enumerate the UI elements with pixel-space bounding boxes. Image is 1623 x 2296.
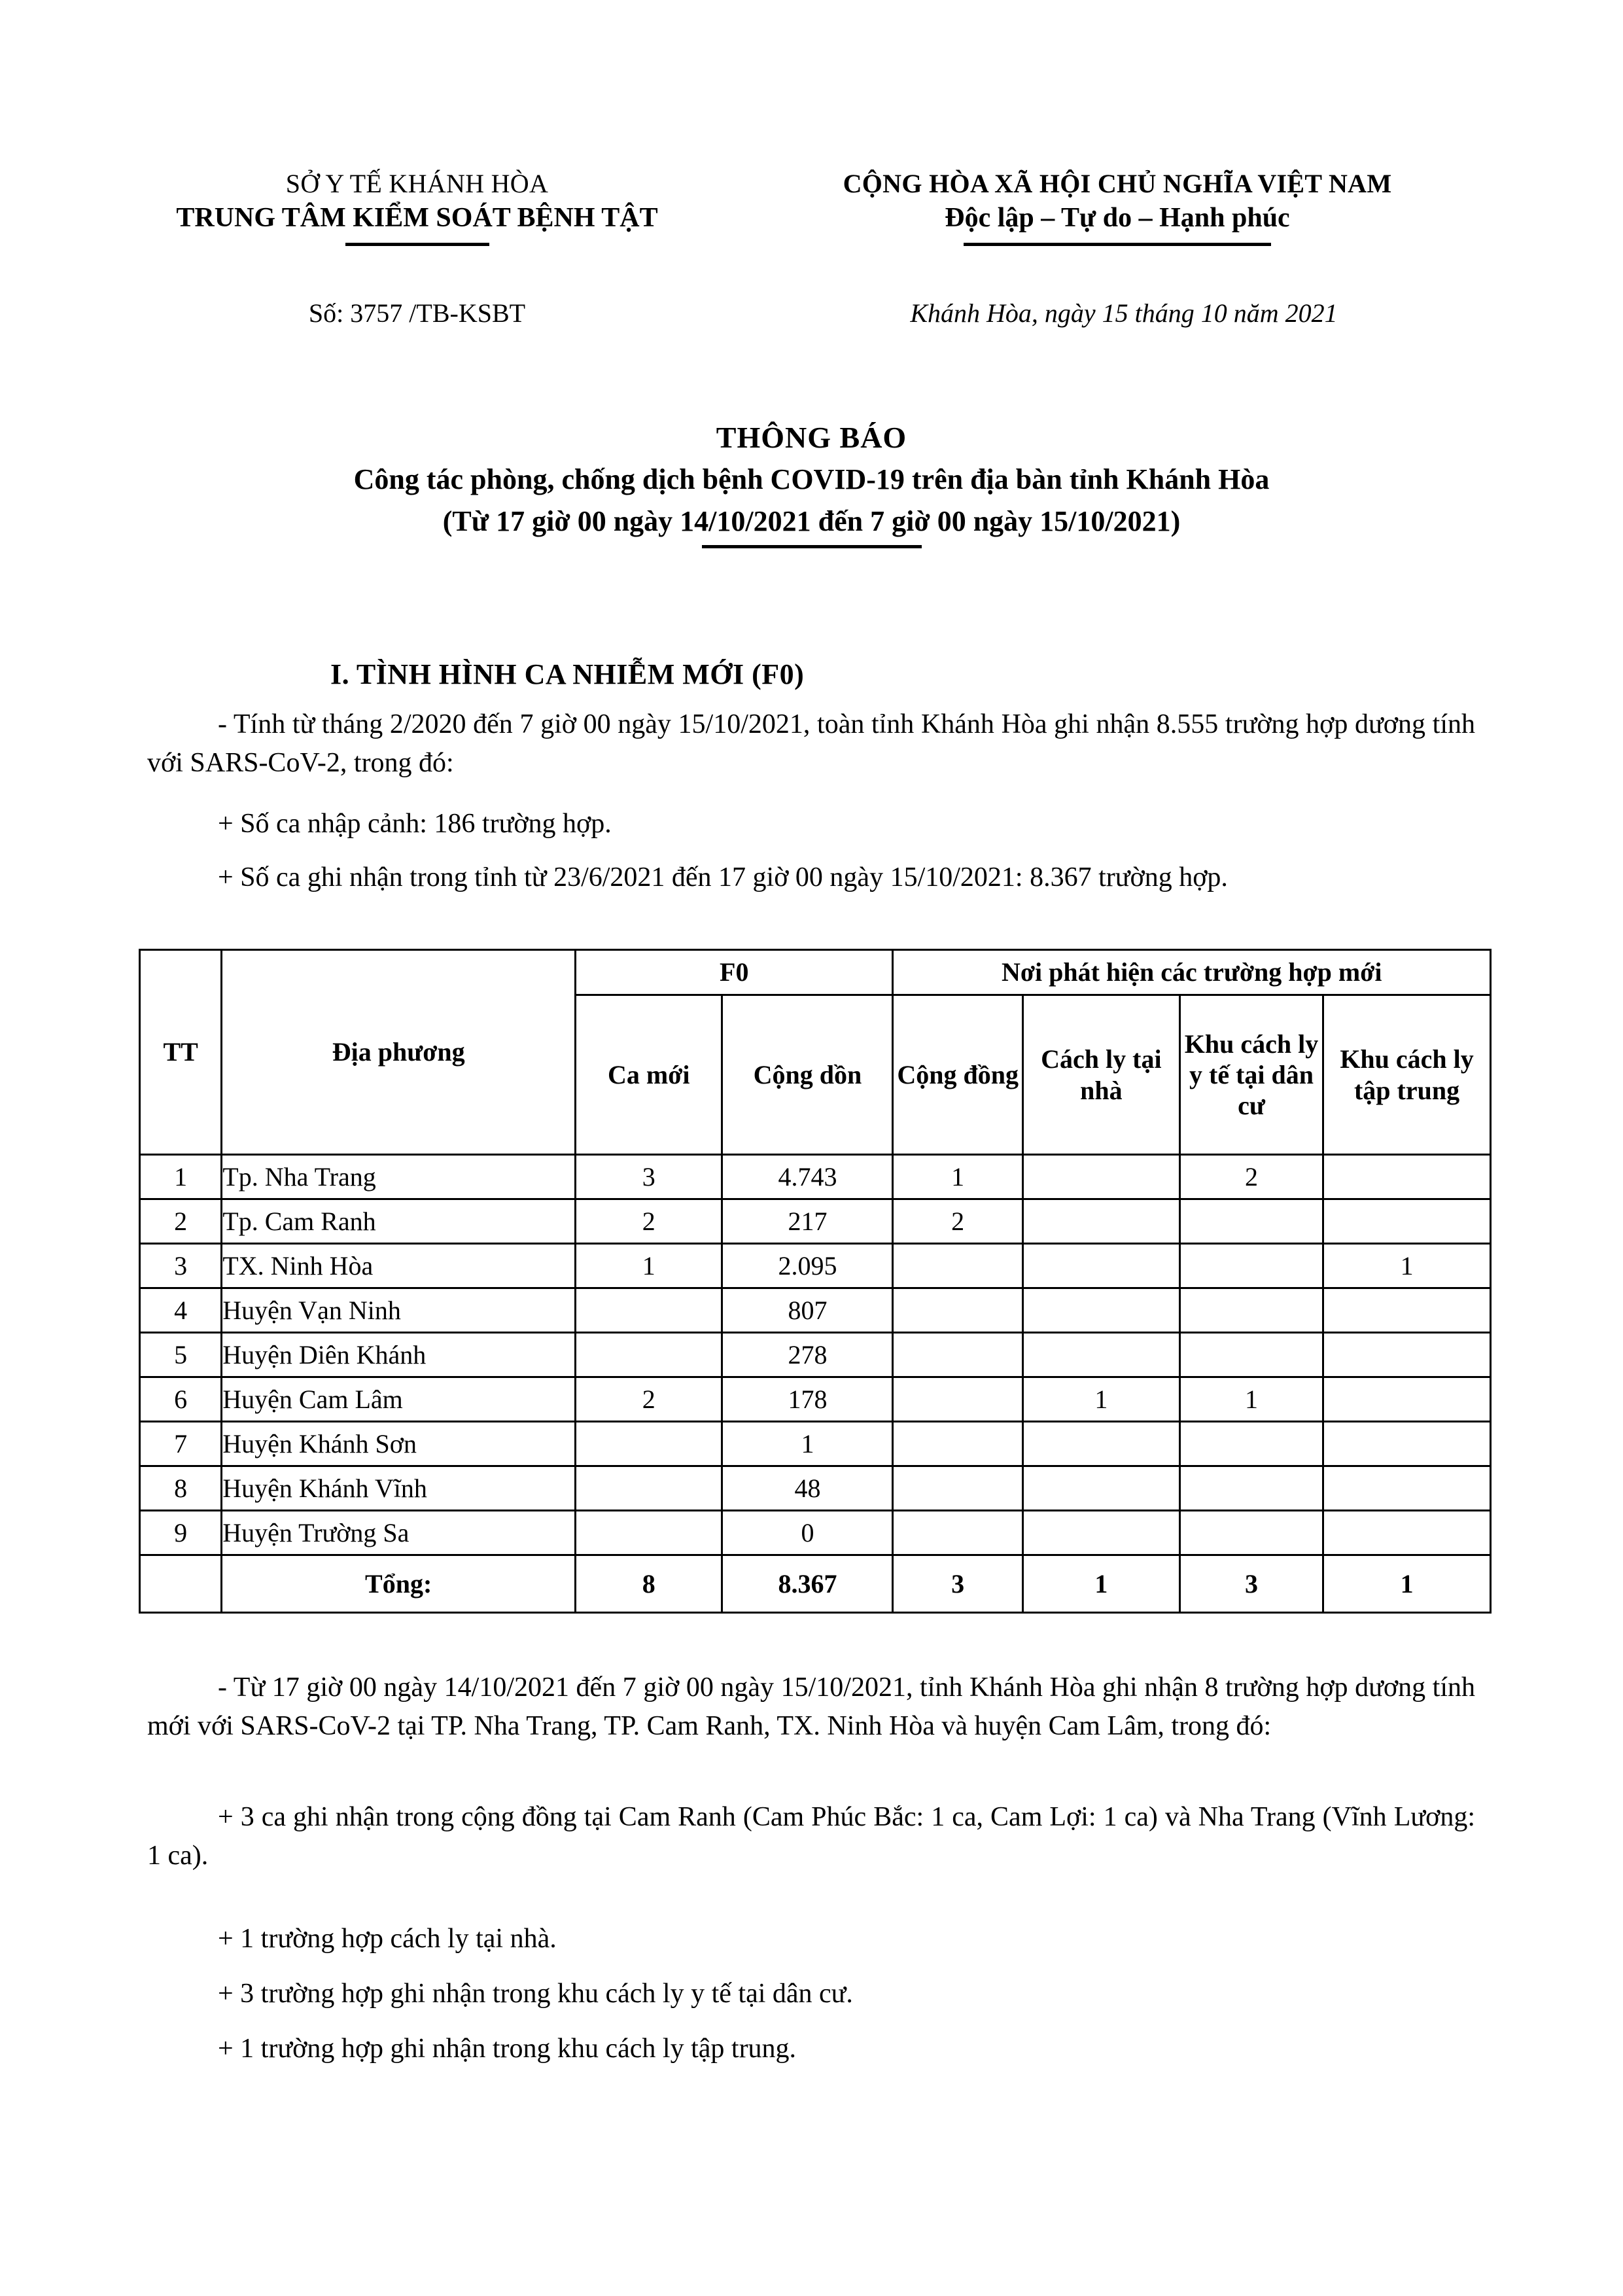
cell-locality: Huyện Khánh Sơn <box>222 1422 576 1466</box>
table-total-row <box>140 1555 1491 1613</box>
table-row <box>140 1244 1491 1288</box>
header-right-rule <box>964 243 1271 246</box>
paragraph-intro <box>147 705 1475 783</box>
covid-statistics-table <box>139 949 1492 1614</box>
cell-locality: Huyện Vạn Ninh <box>222 1288 576 1333</box>
total-central-zone: 1 <box>1323 1555 1491 1613</box>
cell-community <box>893 1466 1022 1511</box>
cell-tt: 7 <box>140 1422 222 1466</box>
cell-home-quarantine <box>1022 1422 1179 1466</box>
paragraph-after-1-text: - Từ 17 giờ 00 ngày 14/10/2021 đến 7 giờ 00 ngày 15/10/2021, tỉnh Khánh Hòa ghi nhận 8 trường hợp dương tính mới với SARS-CoV-2 tại TP. Nha Trang, TP. Cam Ranh, TX. Ninh Hòa và huyện Cam Lâm, trong đó: <box>147 1672 1475 1741</box>
th-group-detection-place: Nơi phát hiện các trường hợp mới <box>893 950 1491 995</box>
document-meta <box>0 298 1623 328</box>
cell-home-quarantine <box>1022 1466 1179 1511</box>
cell-tt: 8 <box>140 1466 222 1511</box>
cell-locality: Huyện Khánh Vĩnh <box>222 1466 576 1511</box>
paragraph-after-5-text: + 1 trường hợp ghi nhận trong khu cách ly tập trung. <box>218 2034 797 2064</box>
cell-central-zone <box>1323 1155 1491 1199</box>
cell-medical-zone <box>1179 1422 1323 1466</box>
cell-locality: Tp. Cam Ranh <box>222 1199 576 1244</box>
cell-home-quarantine: 1 <box>1022 1377 1179 1422</box>
th-cumulative: Cộng dồn <box>722 995 893 1155</box>
cell-medical-zone: 2 <box>1179 1155 1323 1199</box>
title-subtitle-line2: (Từ 17 giờ 00 ngày 14/10/2021 đến 7 giờ 00 ngày 15/10/2021) <box>442 504 1181 537</box>
cell-home-quarantine <box>1022 1155 1179 1199</box>
cell-locality: Huyện Cam Lâm <box>222 1377 576 1422</box>
cell-medical-zone <box>1179 1466 1323 1511</box>
cell-community <box>893 1244 1022 1288</box>
paragraph-after-5 <box>147 2030 1475 2068</box>
covid-statistics-table-wrapper <box>139 949 1492 1614</box>
cell-new-cases <box>576 1422 722 1466</box>
table-header <box>140 950 1491 1155</box>
table-row <box>140 1511 1491 1555</box>
th-group-f0: F0 <box>576 950 893 995</box>
th-central-zone: Khu cách ly tập trung <box>1323 995 1491 1155</box>
cell-cumulative: 1 <box>722 1422 893 1466</box>
cell-new-cases: 1 <box>576 1244 722 1288</box>
cell-community: 1 <box>893 1155 1022 1199</box>
paragraph-after-3 <box>147 1920 1475 1958</box>
cell-community <box>893 1511 1022 1555</box>
cell-cumulative: 178 <box>722 1377 893 1422</box>
cell-home-quarantine <box>1022 1511 1179 1555</box>
cell-locality: Huyện Trường Sa <box>222 1511 576 1555</box>
header-left-rule <box>345 243 489 246</box>
cell-central-zone <box>1323 1466 1491 1511</box>
paragraph-bullet-2 <box>147 858 1475 897</box>
cell-central-zone: 1 <box>1323 1244 1491 1288</box>
total-empty-cell <box>140 1555 222 1613</box>
cell-community <box>893 1377 1022 1422</box>
th-community: Cộng đồng <box>893 995 1022 1155</box>
total-label: Tổng: <box>222 1555 576 1613</box>
cell-medical-zone <box>1179 1511 1323 1555</box>
cell-new-cases: 2 <box>576 1199 722 1244</box>
cell-cumulative: 2.095 <box>722 1244 893 1288</box>
document-title-block <box>0 419 1623 548</box>
cell-new-cases <box>576 1288 722 1333</box>
table-row <box>140 1333 1491 1377</box>
cell-home-quarantine <box>1022 1244 1179 1288</box>
cell-locality: Tp. Nha Trang <box>222 1155 576 1199</box>
cell-cumulative: 278 <box>722 1333 893 1377</box>
th-home-quarantine: Cách ly tại nhà <box>1022 995 1179 1155</box>
th-tt: TT <box>140 950 222 1155</box>
paragraph-after-3-text: + 1 trường hợp cách ly tại nhà. <box>218 1924 557 1954</box>
paragraph-after-4-text: + 3 trường hợp ghi nhận trong khu cách ly y tế tại dân cư. <box>218 1979 853 2009</box>
place-and-date: Khánh Hòa, ngày 15 tháng 10 năm 2021 <box>910 298 1338 328</box>
paragraph-bullet-1 <box>147 805 1475 843</box>
cell-central-zone <box>1323 1377 1491 1422</box>
cell-tt: 9 <box>140 1511 222 1555</box>
cell-medical-zone <box>1179 1199 1323 1244</box>
total-new-cases: 8 <box>576 1555 722 1613</box>
cell-tt: 4 <box>140 1288 222 1333</box>
total-cumulative: 8.367 <box>722 1555 893 1613</box>
table-row <box>140 1199 1491 1244</box>
cell-community <box>893 1422 1022 1466</box>
document-number: Số: 3757 /TB-KSBT <box>308 298 526 328</box>
cell-home-quarantine <box>1022 1199 1179 1244</box>
cell-central-zone <box>1323 1199 1491 1244</box>
cell-cumulative: 0 <box>722 1511 893 1555</box>
center-name: TRUNG TÂM KIỂM SOÁT BỆNH TẬT <box>176 203 658 234</box>
table-header-group-row <box>140 950 1491 995</box>
paragraph-after-2-text: + 3 ca ghi nhận trong cộng đồng tại Cam Ranh (Cam Phúc Bắc: 1 ca, Cam Lợi: 1 ca) và Nha Trang (Vĩnh Lương: 1 ca). <box>147 1802 1475 1871</box>
table-row <box>140 1466 1491 1511</box>
cell-locality: Huyện Diên Khánh <box>222 1333 576 1377</box>
cell-new-cases: 2 <box>576 1377 722 1422</box>
th-locality: Địa phương <box>222 950 576 1155</box>
th-new-cases: Ca mới <box>576 995 722 1155</box>
title-underline-rule <box>702 545 922 548</box>
national-motto: Độc lập – Tự do – Hạnh phúc <box>945 203 1290 234</box>
cell-new-cases <box>576 1466 722 1511</box>
table-body <box>140 1155 1491 1555</box>
cell-new-cases: 3 <box>576 1155 722 1199</box>
total-community: 3 <box>893 1555 1022 1613</box>
total-medical-zone: 3 <box>1179 1555 1323 1613</box>
cell-medical-zone: 1 <box>1179 1377 1323 1422</box>
table-row <box>140 1288 1491 1333</box>
th-medical-zone: Khu cách ly y tế tại dân cư <box>1179 995 1323 1155</box>
cell-cumulative: 48 <box>722 1466 893 1511</box>
cell-cumulative: 217 <box>722 1199 893 1244</box>
cell-cumulative: 4.743 <box>722 1155 893 1199</box>
header-left-organization <box>0 167 723 246</box>
national-title: CỘNG HÒA XÃ HỘI CHỦ NGHĨA VIỆT NAM <box>843 169 1392 198</box>
cell-central-zone <box>1323 1288 1491 1333</box>
table-row <box>140 1377 1491 1422</box>
cell-tt: 6 <box>140 1377 222 1422</box>
cell-medical-zone <box>1179 1333 1323 1377</box>
paragraph-intro-text: - Tính từ tháng 2/2020 đến 7 giờ 00 ngày 15/10/2021, toàn tỉnh Khánh Hòa ghi nhận 8.555 trường hợp dương tính với SARS-CoV-2, trong đó: <box>147 709 1475 778</box>
cell-home-quarantine <box>1022 1288 1179 1333</box>
cell-community <box>893 1288 1022 1333</box>
document-header <box>0 167 1623 246</box>
department-name: SỞ Y TẾ KHÁNH HÒA <box>285 169 549 198</box>
cell-medical-zone <box>1179 1244 1323 1288</box>
cell-tt: 2 <box>140 1199 222 1244</box>
table-footer <box>140 1555 1491 1613</box>
page-title: THÔNG BÁO <box>716 421 907 454</box>
cell-community <box>893 1333 1022 1377</box>
table-row <box>140 1155 1491 1199</box>
total-home-quarantine: 1 <box>1022 1555 1179 1613</box>
cell-central-zone <box>1323 1511 1491 1555</box>
cell-community: 2 <box>893 1199 1022 1244</box>
header-right-national <box>723 167 1623 246</box>
cell-cumulative: 807 <box>722 1288 893 1333</box>
cell-home-quarantine <box>1022 1333 1179 1377</box>
paragraph-after-2 <box>147 1798 1475 1875</box>
section-heading-1: I. TÌNH HÌNH CA NHIỄM MỚI (F0) <box>330 658 805 690</box>
cell-tt: 1 <box>140 1155 222 1199</box>
cell-central-zone <box>1323 1422 1491 1466</box>
cell-tt: 3 <box>140 1244 222 1288</box>
paragraph-after-4 <box>147 1975 1475 2013</box>
title-subtitle-line1: Công tác phòng, chống dịch bệnh COVID-19 trên địa bàn tỉnh Khánh Hòa <box>353 463 1270 495</box>
cell-new-cases <box>576 1511 722 1555</box>
paragraph-after-1 <box>147 1669 1475 1746</box>
paragraph-bullet-2-text: + Số ca ghi nhận trong tỉnh từ 23/6/2021 đến 17 giờ 00 ngày 15/10/2021: 8.367 trường hợp. <box>218 862 1228 892</box>
cell-medical-zone <box>1179 1288 1323 1333</box>
paragraph-bullet-1-text: + Số ca nhập cảnh: 186 trường hợp. <box>218 809 612 839</box>
cell-central-zone <box>1323 1333 1491 1377</box>
cell-locality: TX. Ninh Hòa <box>222 1244 576 1288</box>
cell-tt: 5 <box>140 1333 222 1377</box>
cell-new-cases <box>576 1333 722 1377</box>
table-row <box>140 1422 1491 1466</box>
